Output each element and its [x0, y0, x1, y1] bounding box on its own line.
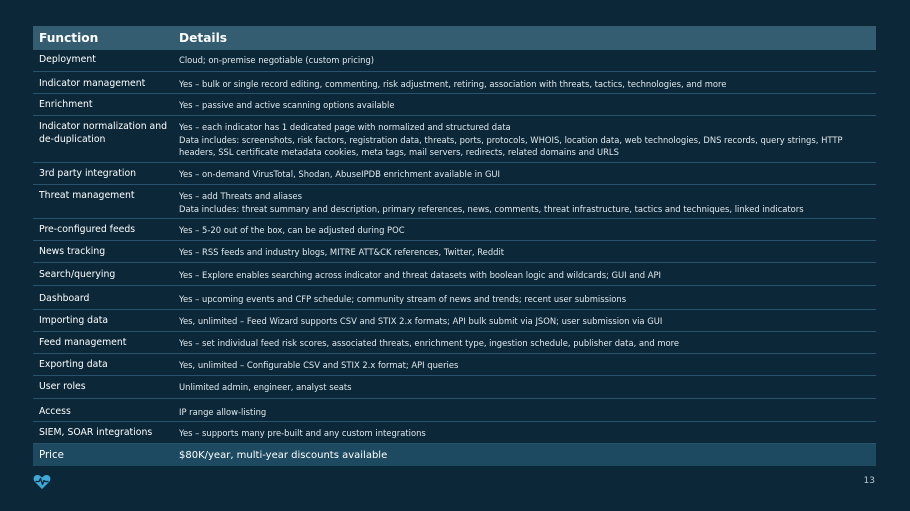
table-row	[33, 286, 876, 310]
function-cell: Enrichment	[39, 99, 93, 110]
heart-pulse-icon	[33, 474, 51, 490]
function-cell: Deployment	[39, 54, 96, 65]
details-cell: Yes – upcoming events and CFP schedule; community stream of news and trends; recent user submissions	[179, 294, 627, 304]
price-row	[33, 444, 876, 466]
table-row	[33, 185, 876, 219]
table-row	[33, 219, 876, 241]
function-cell: Dashboard	[39, 293, 90, 304]
details-cell: Yes, unlimited – Feed Wizard supports CSV and STIX 2.x formats; API bulk submit via JSON; user submission via GUI	[179, 316, 663, 326]
function-cell: User roles	[39, 381, 86, 392]
details-cell: Unlimited admin, engineer, analyst seats	[179, 382, 352, 392]
table-body	[33, 50, 876, 444]
table-row	[33, 422, 876, 444]
table-header	[33, 26, 876, 50]
table-row	[33, 310, 876, 332]
function-cell: Search/querying	[39, 269, 116, 280]
header-function: Function	[39, 31, 99, 45]
function-cell: Pre-configured feeds	[39, 224, 136, 235]
details-cell: Cloud; on-premise negotiable (custom pricing)	[179, 55, 375, 65]
function-cell: Access	[39, 406, 71, 417]
details-cell: Yes – set individual feed risk scores, associated threats, enrichment type, ingestion schedule, publisher data, and more	[179, 338, 680, 348]
function-cell: Exporting data	[39, 359, 108, 370]
details-cell: Yes – bulk or single record editing, commenting, risk adjustment, retiring, association with threats, tactics, technologies, and more	[179, 79, 727, 89]
function-cell: Importing data	[39, 315, 109, 326]
details-cell: Yes – supports many pre-built and any custom integrations	[179, 428, 426, 438]
table-row	[33, 354, 876, 376]
table-row	[33, 332, 876, 354]
page-number: 13	[863, 476, 875, 486]
price-label: Price	[39, 449, 64, 461]
details-cell: Yes – add Threats and aliases Data includes: threat summary and description, primary references, news, comments, threat infrastructure, tactics and techniques, linked indicators	[179, 191, 804, 214]
function-cell: Threat management	[39, 190, 135, 201]
table-row	[33, 50, 876, 72]
table-row	[33, 116, 876, 163]
table-row	[33, 263, 876, 286]
price-value: $80K/year, multi-year discounts available	[179, 449, 388, 461]
table-row	[33, 72, 876, 94]
feature-table	[33, 26, 876, 466]
details-cell: Yes – 5-20 out of the box, can be adjusted during POC	[179, 225, 405, 235]
table-row	[33, 94, 876, 116]
function-cell: Indicator management	[39, 78, 146, 89]
header-details: Details	[179, 31, 228, 45]
function-cell: 3rd party integration	[39, 168, 137, 179]
table-row	[33, 376, 876, 399]
details-cell: Yes – RSS feeds and industry blogs, MITRE ATT&CK references, Twitter, Reddit	[179, 247, 505, 257]
function-cell: News tracking	[39, 246, 106, 257]
table-row	[33, 399, 876, 422]
details-cell: Yes – Explore enables searching across indicator and threat datasets with boolean logic and wildcards; GUI and API	[179, 270, 661, 280]
details-cell: IP range allow-listing	[179, 407, 267, 417]
details-cell: Yes – passive and active scanning options available	[179, 100, 395, 110]
table-row	[33, 241, 876, 263]
function-cell: Feed management	[39, 337, 127, 348]
details-cell: Yes, unlimited – Configurable CSV and STIX 2.x format; API queries	[179, 360, 459, 370]
table-row	[33, 163, 876, 185]
function-cell: SIEM, SOAR integrations	[39, 427, 153, 438]
details-cell: Yes – on-demand VirusTotal, Shodan, AbuseIPDB enrichment available in GUI	[179, 169, 501, 179]
function-cell: Indicator normalization and de-duplication	[39, 121, 168, 145]
details-cell: Yes – each indicator has 1 dedicated page with normalized and structured data Data includes: screenshots, risk factors, registration data, threats, ports, protocols, WHOIS, location data, web technologies, DNS records, query strings, HTTP headers, SSL certificate metadata cookies, meta tags, mail servers, redirects, related domains and URLS	[179, 122, 843, 157]
